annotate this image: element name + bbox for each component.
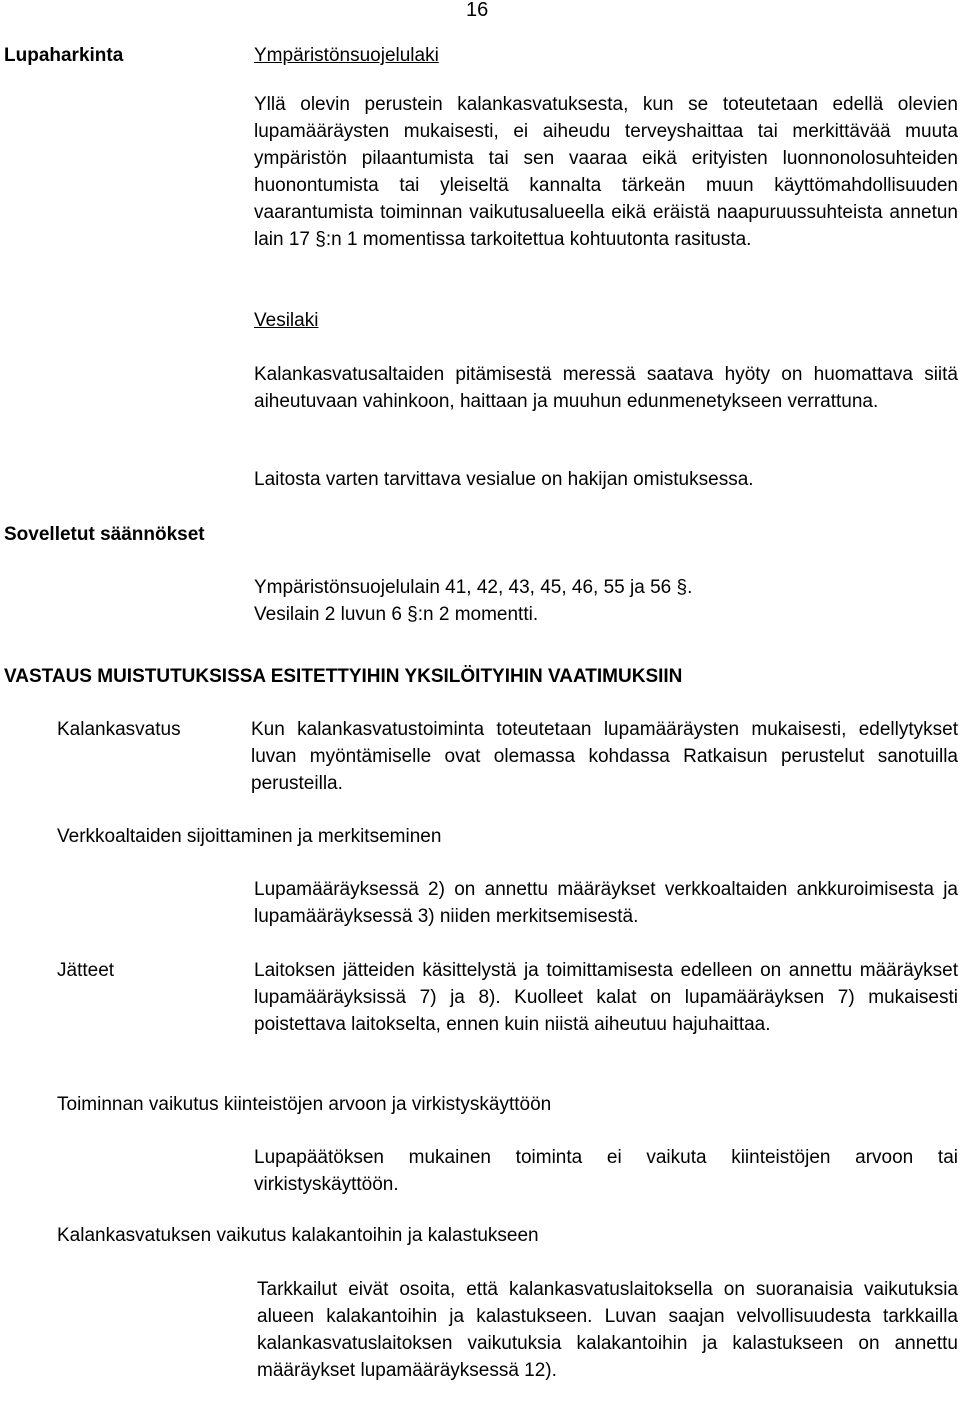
paragraph-verkkoaltaiden: Lupamääräyksessä 2) on annettu määräykset verkkoaltaiden ankkuroimisesta ja lupamääräyksessä 3) niiden merkitsemisestä. (254, 879, 958, 927)
subheading-kalakantoihin: Kalankasvatuksen vaikutus kalakantoihin ja kalastukseen (57, 1225, 539, 1246)
label-kalankasvatus: Kalankasvatus (57, 719, 181, 740)
subheading-toiminnan-vaikutus: Toiminnan vaikutus kiinteistöjen arvoon ja virkistyskäyttöön (57, 1094, 552, 1115)
section-heading-lupaharkinta: Lupaharkinta (4, 45, 124, 66)
paragraph-kalankasvatus: Kun kalankasvatustoiminta toteutetaan lupamääräysten mukaisesti, edellytykset luvan myöntämiselle ovat olemassa kohdassa Ratkaisun perustelut sanotuilla perusteilla. (251, 719, 958, 794)
paragraph-lupaharkinta-3: Laitosta varten tarvittava vesialue on hakijan omistuksessa. (254, 469, 754, 490)
paragraph-kalakantoihin: Tarkkailut eivät osoita, että kalankasvatuslaitoksella on suoranaisia vaikutuksia alueen kalakantoihin ja kalastukseen. Luvan saajan velvollisuudesta tarkkailla kalankasvatuslaitoksen vaikutuksia kalakantoihin ja kalastukseen on annettu määräykset lupamääräyksessä 12). (257, 1279, 958, 1381)
section-heading-sovelletut: Sovelletut säännökset (4, 524, 205, 545)
subheading-verkkoaltaiden: Verkkoaltaiden sijoittaminen ja merkitseminen (57, 826, 442, 847)
paragraph-lupaharkinta-2: Kalankasvatusaltaiden pitämisestä meressä saatava hyöty on huomattava siitä aiheutuvaan vahinkoon, haittaan ja muuhun edunmenetykseen verrattuna. (254, 364, 958, 412)
subheading-vesilaki: Vesilaki (254, 310, 319, 331)
section-heading-vastaus: VASTAUS MUISTUTUKSISSA ESITETTYIHIN YKSILÖITYIHIN VAATIMUKSIIN (4, 666, 683, 687)
paragraph-toiminnan-vaikutus: Lupapäätöksen mukainen toiminta ei vaikuta kiinteistöjen arvoon tai virkistyskäyttöön. (254, 1147, 958, 1195)
page-number: 16 (466, 0, 489, 21)
paragraph-lupaharkinta-1: Yllä olevin perustein kalankasvatuksesta, kun se toteutetaan edellä olevien lupamääräysten mukaisesti, ei aiheudu terveyshaittaa tai merkittävää muuta ympäristön pilaantumista tai sen vaaraa eikä erityisten luonnonolosuhteiden huonontumista tai yleiseltä kannalta tärkeän muun käyttömahdollisuuden vaarantumista toiminnan vaikutusalueella eikä eräistä naapuruussuhteista annetun lain 17 §:n 1 momentissa tarkoitettua kohtuutonta rasitusta. (254, 94, 958, 250)
sovelletut-line-1: Ympäristönsuojelulain 41, 42, 43, 45, 46, 55 ja 56 §. (254, 577, 693, 598)
paragraph-jatteet: Laitoksen jätteiden käsittelystä ja toimittamisesta edelleen on annettu määräykset lupamääräyksissä 7) ja 8). Kuolleet kalat on lupamääräyksen 7) mukaisesti poistettava laitokselta, ennen kuin niistä aiheutuu hajuhaittaa. (254, 960, 958, 1035)
subheading-ymparistonsuojelulaki: Ympäristönsuojelulaki (254, 45, 439, 66)
label-jatteet: Jätteet (57, 960, 115, 981)
sovelletut-line-2: Vesilain 2 luvun 6 §:n 2 momentti. (254, 604, 539, 625)
